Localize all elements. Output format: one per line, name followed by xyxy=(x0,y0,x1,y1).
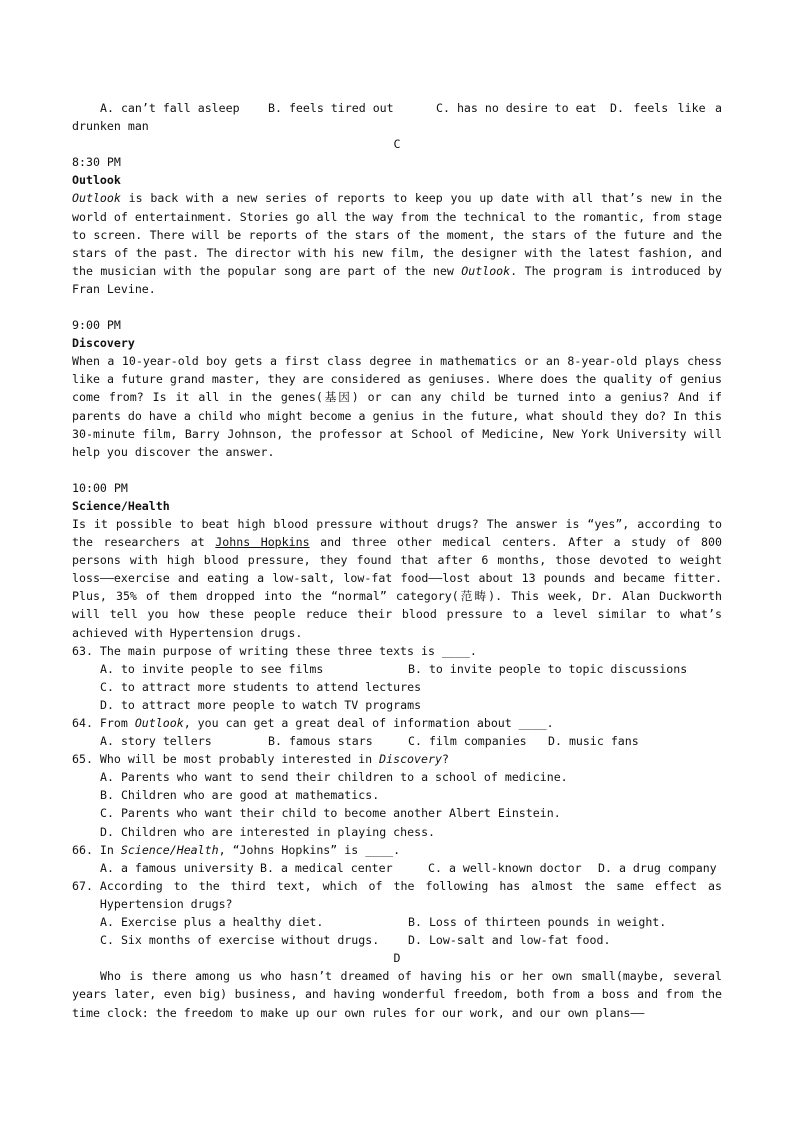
q66-stem-italic: Science/Health xyxy=(120,842,219,857)
q65-option-a: A. Parents who want to send their children to a school of medicine. xyxy=(100,770,568,785)
q63-option-a: A. to invite people to see films xyxy=(100,661,324,676)
q67-option-c: C. Six months of exercise without drugs. xyxy=(100,933,380,948)
science-text-part2: and three other medical centers. After a study of 800 persons with high blood pressure, they found that after 6 months, those devoted to weight loss——exercise and eating a low-salt, low-fat food——lost about 13 pounds and became fitter. Plus, 35% of them dropped into the “normal” category(范畴). This week, Dr. Alan Duckworth will tell you how these people reduce their blood pressure to a level similar to what’s achieved with Hypertension drugs. xyxy=(72,535,723,640)
q66-option-a: A. a famous university xyxy=(100,860,254,875)
q62-option-a: A. can’t fall asleep xyxy=(100,101,240,115)
section-c-label: C xyxy=(393,137,401,152)
q67-number: 67. xyxy=(72,878,100,893)
q65-stem-italic: Discovery xyxy=(379,752,442,767)
q66-option-d: D. a drug company xyxy=(598,860,717,875)
q65-stem-pre: 65. Who will be most probably interested in xyxy=(72,752,380,767)
outlook-text-part1: is back with a new series of reports to keep you up date with all that’s new in the world of entertainment. Stories go all the way from the technical to the romantic, from stage to screen. There will be reports of the stars of the moment, the stars of the future and the stars of the past. The director with his new film, the designer with the latest fashion, and the musician with the popular song are part of the new xyxy=(72,191,722,278)
science-text-part1: Is it possible to beat high blood pressure without drugs? The answer is “yes”, according to the researchers at xyxy=(72,516,722,550)
section-d-paragraph: Who is there among us who hasn’t dreamed of having his or her own small(maybe, several years later, even big) business, and having wonderful freedom, both from a boss and from the time clock: the freedom to make up our own rules for our work, and our own plans—— xyxy=(72,969,722,1020)
outlook-title-inline-2: Outlook xyxy=(461,263,511,278)
q64-stem-italic: Outlook xyxy=(134,716,184,730)
q65-options-row-2 xyxy=(72,786,722,804)
q62-option-c: C. has no desire to eat xyxy=(436,101,597,115)
q65-option-c: C. Parents who want their child to become another Albert Einstein. xyxy=(100,806,561,821)
q63-options-row-1 xyxy=(72,660,722,678)
q64-stem-post: , you can get a great deal of information about ____. xyxy=(183,716,554,730)
q67-option-b: B. Loss of thirteen pounds in weight. xyxy=(408,915,667,930)
q66-stem-pre: 66. In xyxy=(72,842,121,857)
q64-options-row xyxy=(72,732,722,750)
q63-options-row-2 xyxy=(72,678,722,696)
q64-stem-pre: 64. From xyxy=(72,716,135,730)
q63-options-row-3 xyxy=(72,696,722,714)
page-content xyxy=(72,99,722,1022)
q62-option-d-continued: drunken man xyxy=(72,119,149,134)
q66-option-b: B. a medical center xyxy=(260,860,393,875)
outlook-title: Outlook xyxy=(72,173,121,188)
q67-stem xyxy=(72,877,722,913)
q64-stem xyxy=(72,714,722,732)
q65-options-row-4 xyxy=(72,823,722,841)
outlook-time: 8:30 PM xyxy=(72,155,121,170)
q67-option-a: A. Exercise plus a healthy diet. xyxy=(100,915,324,930)
q64-option-a: A. story tellers xyxy=(100,734,212,749)
q67-options-row-1 xyxy=(72,913,722,931)
q66-option-c: C. a well-known doctor xyxy=(428,860,582,875)
outlook-text-part2: . The program is introduced by Fran Levine. xyxy=(72,263,722,296)
q65-stem-post: ? xyxy=(441,752,449,767)
q63-option-c: C. to attract more students to attend lectures xyxy=(100,679,422,694)
q64-option-b: B. famous stars xyxy=(268,734,373,749)
q63-option-d: D. to attract more people to watch TV programs xyxy=(100,697,422,712)
johns-hopkins-underlined: Johns Hopkins xyxy=(215,535,310,550)
spacer xyxy=(72,298,722,316)
q66-stem xyxy=(72,841,722,859)
q64-option-c: C. film companies xyxy=(408,734,527,749)
q67-stem-text: According to the third text, which of the following has almost the same effect as Hypertension drugs? xyxy=(99,878,722,911)
discovery-paragraph: When a 10-year-old boy gets a first class degree in mathematics or an 8-year-old plays chess like a future grand master, they are considered as geniuses. Where does the quality of genius come from? Is it all in the genes(基因) or can any child be turned into a genius? And if parents do have a child who might become a genius in the future, what should they do? In this 30-minute film, Barry Johnson, the professor at School of Medicine, New York University will help you discover the answer. xyxy=(72,354,722,459)
q66-stem-post: , “Johns Hopkins” is ____. xyxy=(218,842,401,857)
outlook-paragraph xyxy=(72,189,722,298)
q65-options-row-3 xyxy=(72,804,722,822)
q62-option-b: B. feels tired out xyxy=(268,101,394,115)
q67-options-row-2 xyxy=(72,931,722,949)
discovery-title: Discovery xyxy=(72,336,135,351)
section-d-label: D xyxy=(393,951,401,966)
q65-option-b: B. Children who are good at mathematics. xyxy=(100,788,380,803)
q63-stem: 63. The main purpose of writing these three texts is ____. xyxy=(72,643,477,658)
q65-stem xyxy=(72,750,722,768)
q64-option-d: D. music fans xyxy=(548,734,639,749)
q62-option-d: D. feels like a xyxy=(610,101,722,115)
outlook-title-inline: Outlook xyxy=(72,191,121,206)
discovery-time: 9:00 PM xyxy=(72,318,121,333)
q62-options-row xyxy=(72,99,722,117)
q63-option-b: B. to invite people to topic discussions xyxy=(408,661,688,676)
spacer xyxy=(72,461,722,479)
science-time: 10:00 PM xyxy=(72,480,128,495)
q65-options-row-1 xyxy=(72,768,722,786)
q65-option-d: D. Children who are interested in playing chess. xyxy=(100,824,436,839)
science-paragraph xyxy=(72,515,722,642)
q66-options-row xyxy=(72,859,722,877)
science-title: Science/Health xyxy=(72,498,170,513)
q67-option-d: D. Low-salt and low-fat food. xyxy=(408,933,611,948)
